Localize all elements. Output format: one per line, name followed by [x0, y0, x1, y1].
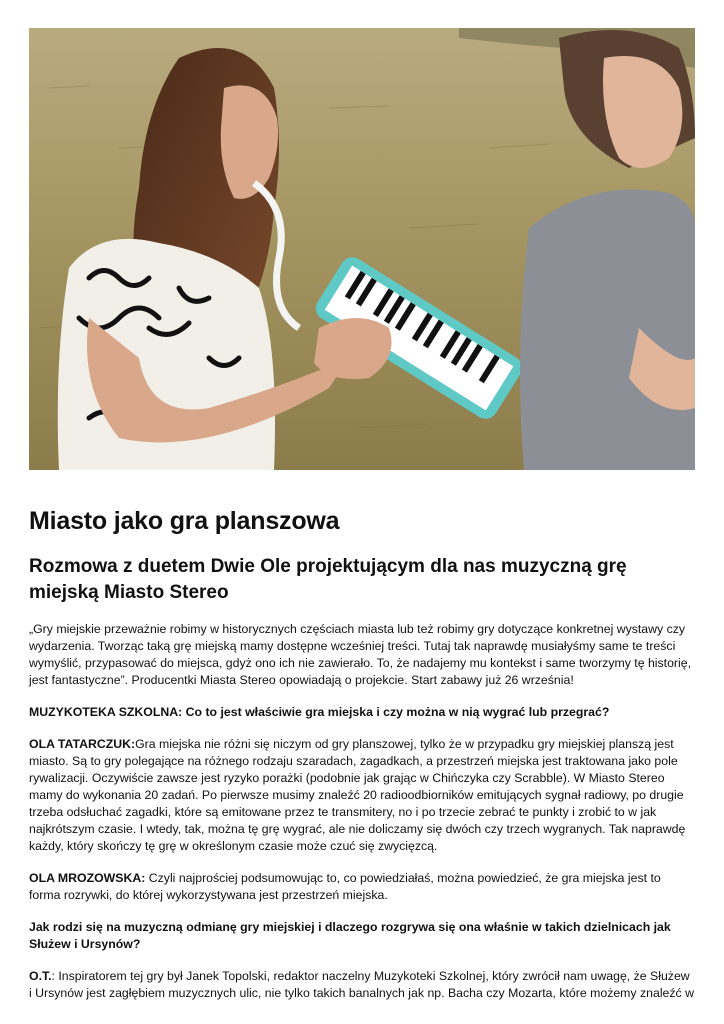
answer-2-speaker: OLA MROZOWSKA:: [29, 871, 146, 885]
answer-1: [29, 736, 695, 855]
answer-2: [29, 870, 695, 904]
answer-3-text: : Inspiratorem tej gry był Janek Topolski, redaktor naczelny Muzykoteki Szkolnej, który zwrócił nam uwagę, że Służew i Ursynów jest zagłębiem muzycznych ulic, nie tylko takich banalnych jak np. Bacha czy Mozarta, które możemy znaleźć w: [29, 969, 694, 1000]
answer-2-text: Czyli najprościej podsumowując to, co powiedziałaś, można powiedzieć, że gra miejska jest to forma rozrywki, do której wykorzystywana jest przestrzeń miejska.: [29, 871, 661, 902]
article-subtitle: Rozmowa z duetem Dwie Ole projektującym dla nas muzyczną grę miejską Miasto Stereo: [29, 556, 627, 603]
answer-1-text: Gra miejska nie różni się niczym od gry planszowej, tylko że w przypadku gry miejskiej planszą jest miasto. Są to gry polegające na różnego rodzaju szaradach, zagadkach, a przestrzeń miejska jest traktowana jako pole rywalizacji. Oczywiście zawsze jest ryzyko porażki (podobnie jak grając w Chińczyka czy Scrabble). W Miasto Stereo mamy do wykonania 20 zadań. Po pierwsze musimy znaleźć 20 radioodbiorników emitujących sygnał radiowy, po drugie trzeba odsłuchać zagadki, które są emitowane przez te transmitery, no i po trzecie zebrać te punkty i zrobić to w jak najkrótszym czasie. I wtedy, tak, można tę grę wygrać, ale nie doliczamy się dwóch czy trzech wygranych. Tak naprawdę każdy, który skończy tę grę w określonym czasie może czuć się zwycięzcą.: [29, 737, 686, 853]
question-2: Jak rodzi się na muzyczną odmianę gry miejskiej i dlaczego rozgrywa się ona właśnie w takich dzielnicach jak Służew i Ursynów?: [29, 920, 671, 951]
article-title: Miasto jako gra planszowa: [29, 507, 340, 535]
answer-3: [29, 968, 695, 1002]
article-lead: „Gry miejskie przeważnie robimy w historycznych częściach miasta lub też robimy gry dotyczące konkretnej wystawy czy wydarzenia. Tworząc taką grę miejską mamy dostępne wcześniej treści. Tutaj tak naprawdę musiałyśmy same te treści wymyślić, przypasować do miejsca, gdyż ono ich nie zawierało. To, że nadajemy mu kontekst i same tworzymy tę historię, jest fantastyczne”. Producentki Miasta Stereo opowiadają o projekcie. Start zabawy już 26 września!: [29, 622, 692, 687]
article-photo: [29, 28, 695, 470]
answer-1-speaker: OLA TATARCZUK:: [29, 737, 136, 751]
article-body: [29, 505, 695, 1002]
answer-3-speaker: O.T.: [29, 969, 52, 983]
question-1: MUZYKOTEKA SZKOLNA: Co to jest właściwie gra miejska i czy można w nią wygrać lub przegrać?: [29, 705, 610, 719]
